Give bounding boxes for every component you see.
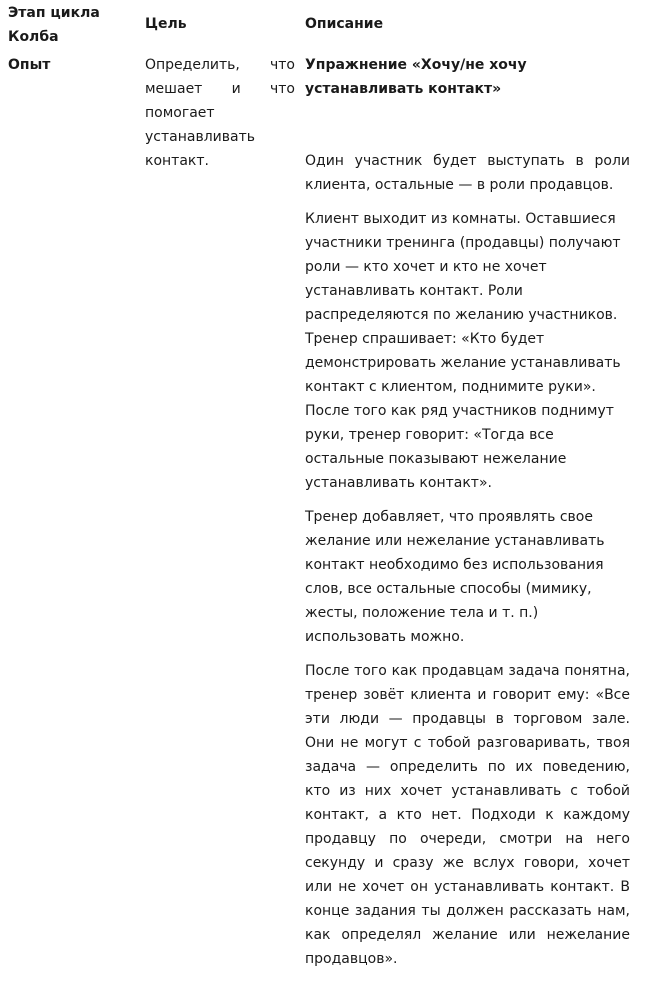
exercise-title: Упражнение «Хочу/не хочу устанавливать контакт» xyxy=(305,57,527,97)
paragraph: Один участник будет выступать в роли клиента, остальные — в роли продавцов. xyxy=(305,153,630,193)
header-description: Описание xyxy=(305,16,384,32)
paragraph: Тренер добавляет, что проявлять свое желание или нежелание устанавливать контакт необходимо без использования слов, все остальные способы (мимику, жесты, положение тела и т. п.) использовать можно. xyxy=(305,509,605,645)
description-cell xyxy=(305,53,630,981)
paragraph: После того как продавцам задача понятна, тренер зовёт клиента и говорит ему: «Все эти люди — продавцы в торговом зале. Они не могут с тобой разговаривать, твоя задача — определить по их поведению, кто из них хочет устанавливать с тобой контакт, а кто нет. Подходи к каждому продавцу по очереди, смотри на него секунду и сразу же вслух говори, хочет или не хочет он устанавливать контакт. В конце задания ты должен рассказать нам, как определял желание или нежелание продавцов». xyxy=(305,663,630,967)
paragraph: Клиент выходит из комнаты. Оставшиеся участники тренинга (продавцы) получают роли — кто хочет и кто не хочет устанавливать контакт. Роли распределяются по желанию участников. Тренер спрашивает: «Кто будет демонстрировать желание устанавливать контакт с клиентом, поднимите руки». После того как ряд участников поднимут руки, тренер говорит: «Тогда все остальные показывают нежелание устанавливать контакт». xyxy=(305,211,621,491)
header-goal: Цель xyxy=(145,16,187,32)
header-stage: Этап цикла Колба xyxy=(8,5,100,45)
stage-cell: Опыт xyxy=(8,57,51,73)
goal-cell: Определить, что мешает и что помогает устанавливать контакт. xyxy=(145,57,295,169)
